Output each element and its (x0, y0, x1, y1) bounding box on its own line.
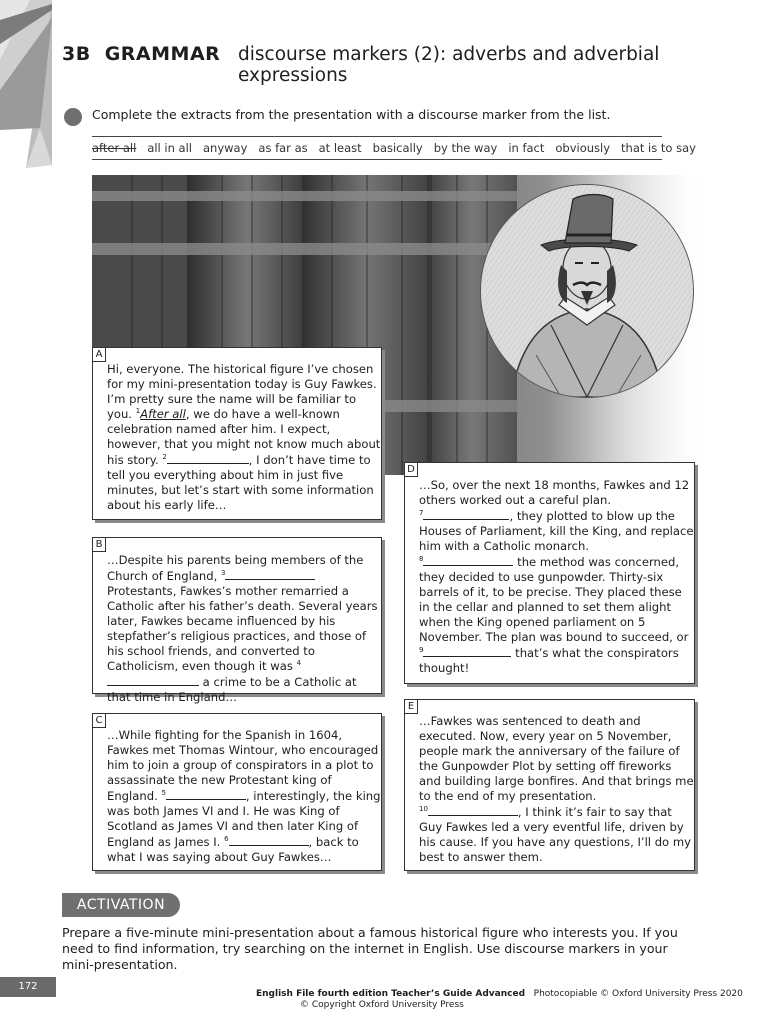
word-list-box (92, 136, 696, 160)
extract-text (419, 478, 694, 676)
gap-number: 3 (221, 569, 226, 577)
text-segment: , I don’t have time to tell you everything about him in just five minutes, but let’s start with some information about his early life… (107, 453, 374, 512)
extract-panel-e (404, 699, 695, 871)
topic-title: discourse markers (2): adverbs and adverbial expressions (238, 44, 660, 86)
word-option: in fact (508, 141, 545, 155)
gap-number: 9 (419, 646, 424, 654)
text-segment: , I think it’s fair to say that Guy Fawkes led a very eventful life, driven by his cause. If you have any questions, I’ll do my best to answer them. (419, 805, 691, 864)
corner-fan-decoration (0, 0, 60, 170)
text-segment: Protestants, Fawkes’s mother remarried a Catholic after his father’s death. Several years later, Fawkes became influenced by his stepfather’s religious practices, and those of his school friends, and converted to Catholicism, even though it was (107, 584, 378, 673)
copyright-note: © Copyright Oxford University Press (300, 1000, 464, 1010)
answer-blank[interactable] (167, 452, 249, 464)
word-option: that is to say (621, 141, 696, 155)
extract-panel-a (92, 347, 382, 520)
panel-tag: E (404, 699, 418, 714)
word-option: basically (372, 141, 423, 155)
panel-tag: B (92, 537, 106, 552)
footer-credits (256, 989, 743, 999)
gap-number: 5 (161, 789, 166, 797)
answer-blank[interactable] (225, 568, 315, 580)
answer-blank[interactable] (428, 804, 518, 816)
text-segment: , interestingly, the king was both James VI and I. He was King of Scotland as James VI and then later King of England as James I. (107, 789, 381, 849)
extract-panel-b (92, 537, 382, 704)
activation-text: Prepare a five-minute mini-presentation about a famous historical figure who interests you. If you need to find information, try searching on the internet in English. Use discourse markers in your mini-presentation. (62, 925, 678, 972)
book-title: English File fourth edition Teacher’s Guide Advanced (256, 989, 526, 999)
text-segment: Hi, everyone. The historical figure I’ve chosen for my mini-presentation today is Guy Fawkes. I’m pretty sure the name will be familiar to you. (107, 362, 377, 421)
lesson-number: 3B (62, 43, 91, 65)
text-segment: a crime to be a Catholic at that time in England… (107, 675, 357, 704)
example-answer: After all (140, 407, 186, 421)
bullet-icon (64, 108, 82, 126)
section-title: GRAMMAR (104, 43, 221, 65)
gap-number: 10 (419, 805, 428, 813)
word-option: after all (92, 141, 137, 155)
gap-number: 1 (135, 407, 141, 415)
text-segment: , back to what I was saying about Guy Fawkes… (107, 835, 359, 864)
page-heading (62, 43, 702, 86)
text-segment: …Fawkes was sentenced to death and executed. Now, every year on 5 November, people mark the anniversary of the failure of the Gunpowder Plot by setting off fireworks and building large bonfires. And that brings me to the end of my presentation. (419, 714, 694, 803)
extract-text (107, 728, 381, 865)
gap-number: 2 (162, 453, 167, 461)
word-option: all in all (147, 141, 192, 155)
extract-text (107, 362, 381, 513)
gap-number: 6 (224, 835, 229, 843)
panel-tag: A (92, 347, 106, 362)
activation-label: ACTIVATION (62, 893, 180, 917)
answer-blank[interactable] (423, 645, 511, 657)
extract-text (107, 553, 381, 705)
guy-fawkes-portrait (480, 184, 694, 398)
text-segment: …So, over the next 18 months, Fawkes and 12 others worked out a careful plan. (419, 478, 690, 507)
answer-blank[interactable] (423, 508, 509, 520)
answer-blank[interactable] (229, 834, 309, 846)
gap-number: 4 (296, 659, 302, 667)
word-option: obviously (555, 141, 611, 155)
text-segment: …While fighting for the Spanish in 1604, Fawkes met Thomas Wintour, who encouraged him to join a group of conspirators in a plot to assassinate the new Protestant king of England. (107, 728, 379, 803)
text-segment: that’s what the conspirators thought! (419, 646, 679, 675)
text-segment: …Despite his parents being members of the Church of England, (107, 553, 364, 583)
extract-panel-c (92, 713, 382, 871)
gap-number: 8 (419, 555, 424, 563)
panel-tag: D (404, 462, 418, 477)
extract-text (419, 714, 694, 865)
answer-blank[interactable] (423, 554, 513, 566)
answer-blank[interactable] (166, 788, 246, 800)
answer-blank[interactable] (107, 674, 199, 686)
text-segment: , they plotted to blow up the Houses of Parliament, kill the King, and replace him with a Catholic monarch. (419, 509, 694, 553)
word-option: anyway (202, 141, 248, 155)
word-option: at least (318, 141, 362, 155)
text-segment: the method was concerned, they decided to use gunpowder. Thirty-six barrels of it, to be precise. They placed these in the cellar and planned to set them alight when the King opened parliament on 5 November. The plan was bound to succeed, or (419, 555, 689, 644)
extract-panel-d (404, 462, 695, 684)
page-number: 172 (0, 977, 56, 997)
word-option: by the way (433, 141, 498, 155)
gap-number: 7 (419, 509, 424, 517)
instruction-text: Complete the extracts from the presentation with a discourse marker from the list. (92, 107, 611, 122)
text-segment: , we do have a well-known celebration named after him. I expect, however, that you might not know much about his story. (107, 407, 381, 467)
panel-tag: C (92, 713, 106, 728)
word-option: as far as (258, 141, 308, 155)
photocopiable-note: Photocopiable © Oxford University Press 2020 (533, 989, 743, 999)
